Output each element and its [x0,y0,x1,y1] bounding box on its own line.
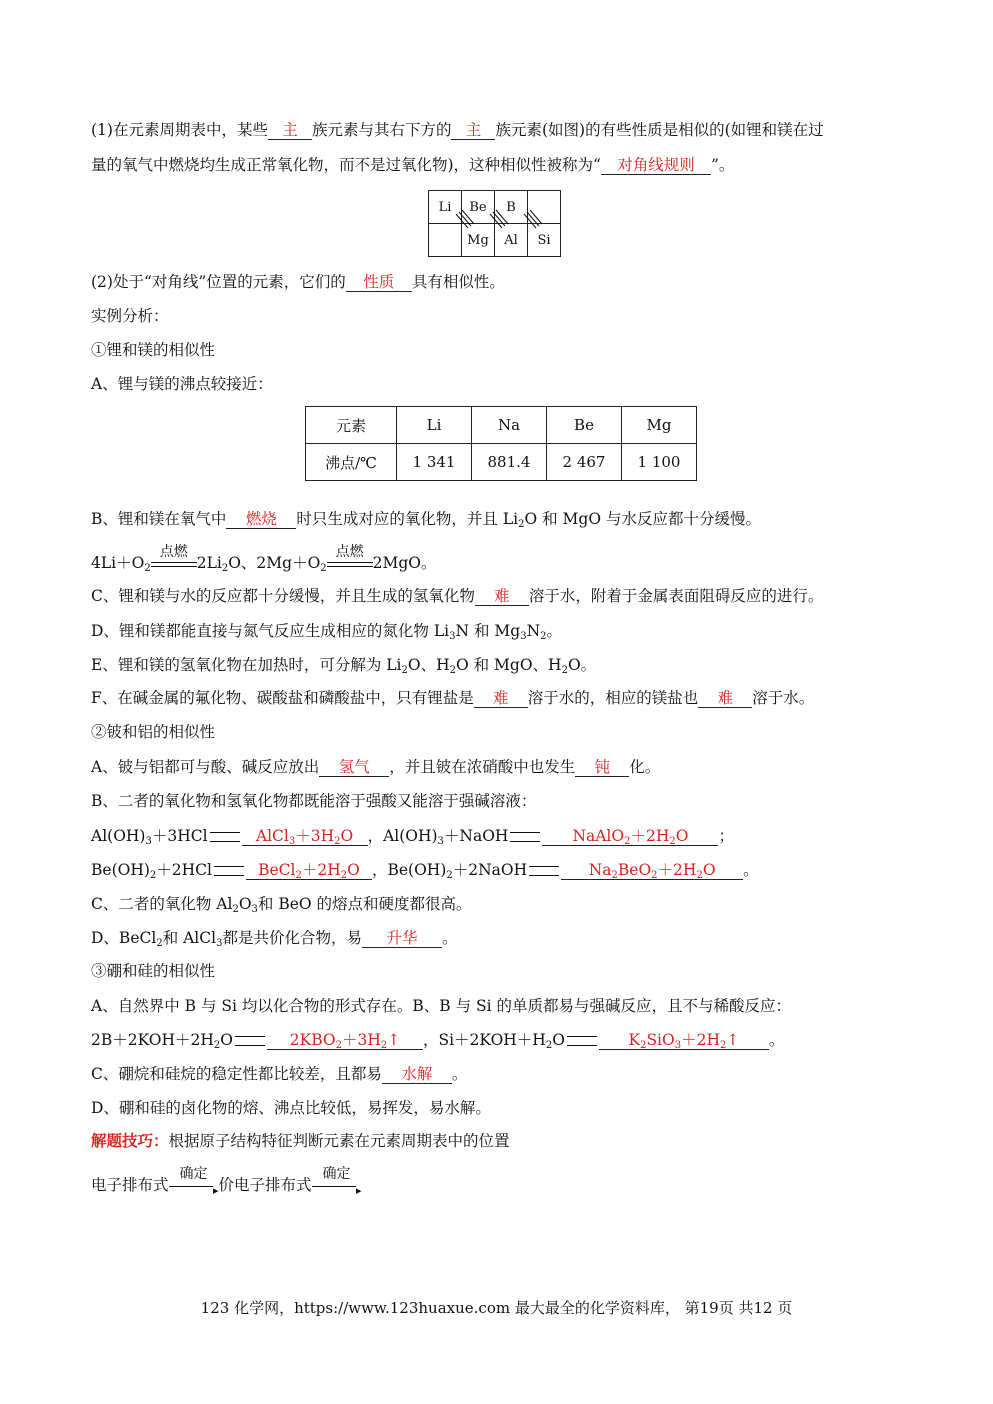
s2-a: A、铍与铝都可与酸、碱反应放出 氢气 ，并且铍在浓硝酸中也发生 钝 化。 [91,758,661,776]
s1-a: A、锂与镁的沸点较接近： [91,375,273,393]
answer-blank: 氢气 [319,758,389,777]
boiling-point-table [305,406,697,481]
section-3-title: ③硼和硅的相似性 [91,962,216,980]
reaction-condition-sign: 点燃 [327,557,373,571]
diagonal-hatch-marks [428,190,564,258]
tip: 解题技巧：根据原子结构特征判断元素在元素周期表中的位置 [91,1131,510,1150]
answer-blank: 性质 [346,273,412,292]
s1-d: D、锂和镁都能直接与氮气反应生成相应的氮化物 $Li_3N$ 和 $Mg_3N_2$。 [91,622,563,642]
s1-e: E、锂和镁的氢氧化物在加热时，可分解为 $Li_2O$、$H_2O$ 和 MgO、$H_2O$。 [91,656,597,676]
answer-blank: $NaAlO_2+2H_2O$ [542,827,718,846]
reaction-condition-sign: 点燃 [151,557,197,571]
cell-si: Si [528,224,561,257]
answer-blank: 钝 [575,758,629,777]
answer-blank: 水解 [382,1065,452,1084]
answer-blank: $BeCl_2+2H_2O$ [246,861,372,880]
right-arrow-icon: 确定 ▸ [312,1179,362,1193]
s1-f: F、在碱金属的氟化物、碳酸盐和磷酸盐中，只有锂盐是 难 溶于水的，相应的镁盐也 难 溶于水。 [91,689,815,707]
answer-blank: 难 [474,689,528,708]
s3-d: D、硼和硅的卤化物的熔、沸点比较低，易挥发，易水解。 [91,1099,491,1117]
answer-blank: 主 [268,121,312,140]
answer-blank: 升华 [362,929,442,948]
answer-blank: $AlCl_3+3H_2O$ [242,827,368,846]
cell-li: Li [429,191,462,224]
answer-blank: 难 [698,689,752,708]
equation-beryllium-hydroxide: $Be(OH)_2+2HCl$ $BeCl_2+2H_2O$ ，$Be(OH)_2+2NaOH$ $Na_2BeO_2+2H_2O$ 。 [91,861,759,881]
answer-blank: 主 [451,121,495,140]
flow-line: 电子排布式 确定 ▸ 价电子排布式 确定 ▸ [91,1166,362,1197]
tip-label: 解题技巧： [91,1131,169,1150]
paragraph-1-line-2: 量的氧气中燃烧均生成正常氧化物，而不是过氧化物)，这种相似性被称为“ 对角线规则 ”。 [91,156,735,174]
section-1-title: ①锂和镁的相似性 [91,341,216,359]
cell-mg: Mg [462,224,495,257]
s2-c: C、二者的氧化物 $Al_2O_3$和 BeO 的熔点和硬度都很高。 [91,895,472,915]
table-row: 沸点/℃ 1 341 881.4 2 467 1 100 [306,444,697,481]
paragraph-2: (2)处于“对角线”位置的元素，它们的 性质 具有相似性。 [91,273,505,291]
right-arrow-icon: 确定 ▸ [169,1179,219,1193]
section-2-title: ②铍和铝的相似性 [91,723,216,741]
s1-b: B、锂和镁在氧气中 燃烧 时只生成对应的氧化物，并且 $Li_2O$ 和 MgO 与水反应都十分缓慢。 [91,510,761,530]
equation-combustion: $4Li+O_2$ 点燃 $2Li_2O$、$2Mg+O_2$ 点燃 2MgO。 [91,544,437,574]
cell-b: B [495,191,528,224]
s2-b: B、二者的氧化物和氢氧化物都既能溶于强酸又能溶于强碱溶液： [91,792,537,810]
answer-blank: 难 [475,587,529,606]
answer-blank: $K_2SiO_3+2H_2↑$ [599,1031,769,1050]
answer-blank: 对角线规则 [601,156,711,175]
answer-blank: $2KBO_2+3H_2↑$ [267,1031,423,1050]
s1-c: C、锂和镁与水的反应都十分缓慢，并且生成的氢氧化物 难 溶于水，附着于金属表面阻碍反应的进行。 [91,587,824,605]
s2-d: D、BeCl$_2$和 AlCl$_3$都是共价化合物，易 升华 。 [91,929,458,949]
s3-a: A、自然界中 B 与 Si 均以化合物的形式存在。B、B 与 Si 的单质都易与强碱反应，且不与稀酸反应： [91,997,792,1015]
page-footer: 123 化学网，https://www.123huaxue.com 最大最全的化学资料库， 第19页 共12 页 [200,1299,793,1317]
table-header-row: 元素 Li Na Be Mg [306,407,697,444]
equation-boron-silicon: $2B+2KOH+2H_2O$ $2KBO_2+3H_2↑$ ，$Si+2KOH+H_2O$ $K_2SiO_3+2H_2↑$ 。 [91,1031,785,1051]
cell-be: Be [462,191,495,224]
answer-blank: $Na_2BeO_2+2H_2O$ [561,861,743,880]
example-title: 实例分析： [91,307,169,325]
equation-aluminium-hydroxide: $Al(OH)_3+3HCl$ $AlCl_3+3H_2O$ ，$Al(OH)_3+NaOH$ $NaAlO_2+2H_2O$ ； [91,827,734,847]
s3-c: C、硼烷和硅烷的稳定性都比较差，且都易 水解 。 [91,1065,468,1083]
paragraph-1-line-1: (1)在元素周期表中，某些 主 族元素与其右下方的 主 族元素(如图)的有些性质是相似的(如锂和镁在过 [91,121,824,139]
cell-al: Al [495,224,528,257]
answer-blank: 燃烧 [226,510,296,529]
